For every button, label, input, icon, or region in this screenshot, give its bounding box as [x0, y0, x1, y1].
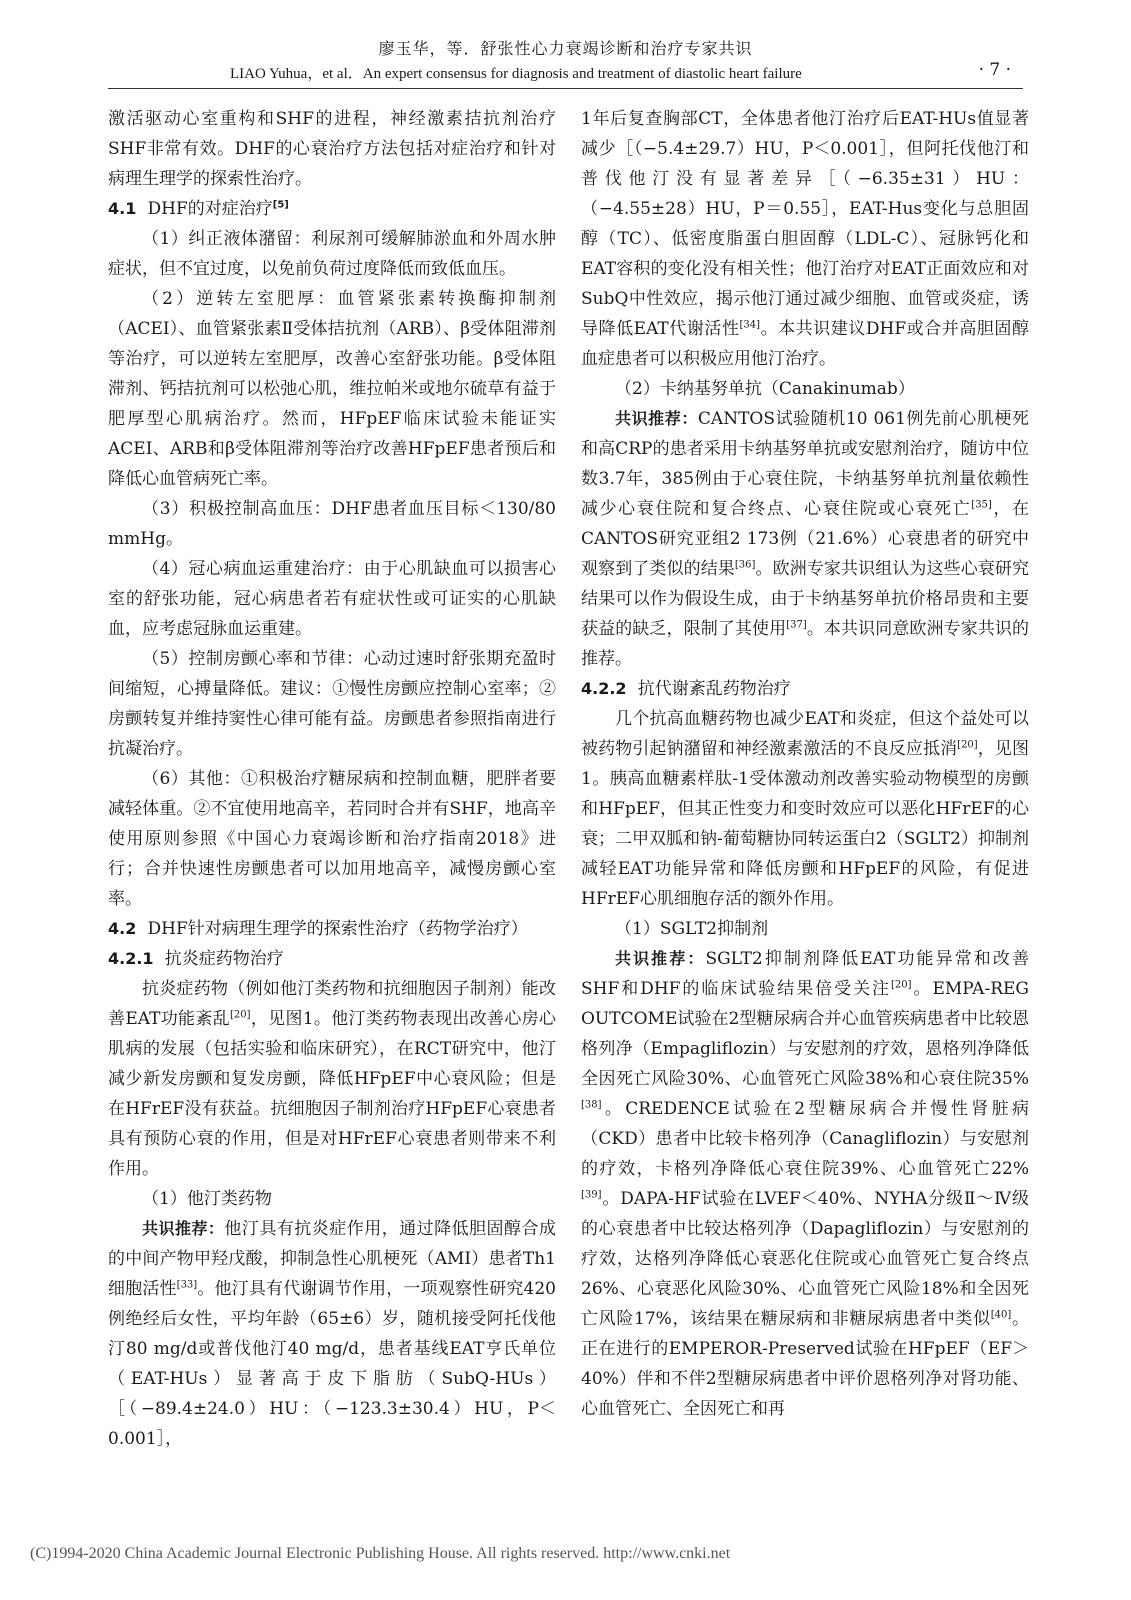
copyright-footer: (C)1994-2020 China Academic Journal Electronic Publishing House. All rights reserved. http://www.cnki.net: [30, 1545, 731, 1562]
citation: [38]: [581, 1099, 602, 1111]
citation: [37]: [786, 619, 807, 631]
section-number: 4.2: [108, 919, 137, 938]
citation: [36]: [734, 559, 756, 571]
paragraph: （6）其他：①积极治疗糖尿病和控制血糖，肥胖者要减轻体重。②不宜使用地高辛，若同时合并有SHF，地高辛使用原则参照《中国心力衰竭诊断和治疗指南2018》进行；合并快速性房颤患者可以加用地高辛，减慢房颤心室率。: [108, 769, 556, 909]
section-title: DHF的对症治疗: [147, 199, 273, 219]
text: 。他汀具有代谢调节作用，一项观察性研究420例绝经后女性，平均年龄（65±6）岁，随机接受阿托伐他汀80 mg/d或普伐他汀40 mg/d，患者基线EAT亨氏单位（EAT-HUs）显著高于皮下脂肪（SubQ-HUs）［（−89.4±24.0）HU：（−123.3±30.4）HU，P＜0.001］，: [108, 1279, 556, 1449]
paragraph: （2）逆转左室肥厚：血管紧张素转换酶抑制剂（ACEI）、血管紧张素Ⅱ受体拮抗剂（ARB）、β受体阻滞剂等治疗，可以逆转左室肥厚，改善心室舒张功能。β受体阻滞剂、钙拮抗剂可以松弛心肌，维拉帕米或地尔硫草有益于肥厚型心肌病治疗。然而，HFpEF临床试验未能证实ACEI、ARB和β受体阻滞剂等治疗改善HFpEF患者预后和降低心血管病死亡率。: [108, 289, 556, 489]
paragraph: [581, 404, 1029, 674]
text: 。EMPA-REG OUTCOME试验在2型糖尿病合并心血管疾病患者中比较恩格列净（Empagliflozin）与安慰剂的疗效，恩格列净降低全因死亡风险30%、心血管死亡风险38%和心衰住院35%: [581, 979, 1029, 1089]
right-column: [581, 104, 1029, 1424]
recommendation-label: 共识推荐：: [615, 949, 706, 968]
text: 。正在进行的EMPEROR-Preserved试验在HFpEF（EF＞40%）伴和不伴2型糖尿病患者中评价恩格列净对肾功能、心血管死亡、全因死亡和再: [581, 1309, 1029, 1419]
paragraph: （1）纠正液体潴留：利尿剂可缓解肺淤血和外周水肿症状，但不宜过度，以免前负荷过度降低而致低血压。: [108, 229, 556, 279]
paragraph: [581, 704, 1029, 914]
section-number: 4.2.2: [581, 679, 627, 698]
citation: [39]: [581, 1189, 602, 1201]
left-column: [108, 104, 556, 1454]
running-header-chinese: 廖玉华，等．舒张性心力衰竭诊断和治疗专家共识: [378, 39, 753, 58]
paragraph: （2）卡纳基努单抗（Canakinumab）: [615, 379, 915, 399]
citation: [20]: [957, 739, 978, 751]
section-number: 4.2.1: [108, 949, 154, 968]
paragraph: （3）积极控制高血压：DHF患者血压目标＜130/80 mmHg。: [108, 499, 556, 549]
text: ，在CANTOS研究亚组2 173例（21.6%）心衰患者的研究中观察到了类似的结果: [581, 499, 1029, 579]
citation: [5]: [272, 199, 289, 211]
citation: [33]: [176, 1279, 198, 1291]
section-heading-4-2-2: [581, 674, 1029, 704]
text: CANTOS试验随机10 061例先前心肌梗死和高CRP的患者采用卡纳基努单抗或安慰剂治疗，随访中位数3.7年，385例由于心衰住院，卡纳基努单抗剂量依赖性减少心衰住院和复合终点、心衰住院或心衰死亡: [581, 409, 1029, 519]
citation: [20]: [891, 979, 912, 991]
citation: [35]: [971, 499, 992, 511]
citation: [40]: [990, 1309, 1012, 1321]
section-title: 抗代谢紊乱药物治疗: [637, 679, 791, 699]
recommendation-label: 共识推荐：: [142, 1219, 225, 1238]
header-rule: [108, 88, 1023, 89]
text: 。CREDENCE试验在2型糖尿病合并慢性肾脏病（CKD）患者中比较卡格列净（Canagliflozin）与安慰剂的疗效，卡格列净降低心衰住院39%、心血管死亡22%: [581, 1099, 1029, 1179]
paragraph: [108, 1214, 556, 1454]
text: 他汀具有抗炎症作用，通过降低胆固醇合成的中间产物甲羟戊酸，抑制急性心肌梗死（AMI）患者Th1细胞活性: [108, 1219, 556, 1299]
paragraph: （1）他汀类药物: [142, 1189, 272, 1209]
recommendation-label: 共识推荐：: [615, 409, 698, 428]
text: ，见图1。他汀类药物表现出改善心房心肌病的发展（包括实验和临床研究），在RCT研究中，他汀减少新发房颤和复发房颤，降低HFpEF中心衰风险；但是在HFrEF没有获益。抗细胞因子制剂治疗HFpEF心衰患者具有预防心衰的作用，但是对HFrEF心衰患者则带来不利作用。: [108, 1009, 556, 1179]
paragraph: （5）控制房颤心率和节律：心动过速时舒张期充盈时间缩短，心搏量降低。建议：①慢性房颤应控制心室率；②房颤转复并维持窦性心律可能有益。房颤患者参照指南进行抗凝治疗。: [108, 649, 556, 759]
text: 。DAPA-HF试验在LVEF＜40%、NYHA分级Ⅱ～Ⅳ级的心衰患者中比较达格列净（Dapagliflozin）与安慰剂的疗效，达格列净降低心衰恶化住院或心血管死亡复合终点26%、心衰恶化风险30%、心血管死亡风险18%和全因死亡风险17%，该结果在糖尿病和非糖尿病患者中类似: [581, 1189, 1029, 1329]
text: 1年后复查胸部CT，全体患者他汀治疗后EAT-HUs值显著减少［（−5.4±29.7）HU，P＜0.001］，但阿托伐他汀和普伐他汀没有显著差异［（−6.35±31）HU：（−4.55±28）HU，P＝0.55］，EAT-Hus变化与总胆固醇（TC）、低密度脂蛋白胆固醇（LDL-C）、冠脉钙化和EAT容积的变化没有相关性；他汀治疗对EAT正面效应和对SubQ中性效应，揭示他汀通过减少细胞、血管或炎症，诱导降低EAT代谢活性: [581, 109, 1029, 339]
paragraph: （4）冠心病血运重建治疗：由于心肌缺血可以损害心室的舒张功能，冠心病患者若有症状性或可证实的心肌缺血，应考虑冠脉血运重建。: [108, 559, 556, 639]
paragraph: （1）SGLT2抑制剂: [615, 919, 769, 939]
section-heading-4-1: [108, 194, 556, 224]
paragraph: 激活驱动心室重构和SHF的进程，神经激素拮抗剂治疗SHF非常有效。DHF的心衰治疗方法包括对症治疗和针对病理生理学的探索性治疗。: [108, 109, 556, 189]
text: SGLT2抑制剂降低EAT功能异常和改善SHF和DHF的临床试验结果倍受关注: [581, 949, 1029, 999]
page-number: · 7 ·: [978, 60, 1011, 80]
section-title: 抗炎症药物治疗: [164, 949, 284, 969]
section-number: 4.1: [108, 199, 137, 218]
text: 。本共识同意欧洲专家共识的推荐。: [581, 619, 1030, 669]
text: 。欧洲专家共识组认为这些心衰研究结果可以作为假设生成，由于卡纳基努单抗价格昂贵和主要获益的缺乏，限制了其使用: [581, 559, 1030, 639]
paragraph: [581, 104, 1029, 374]
citation: [34]: [739, 319, 761, 331]
running-header-english: LIAO Yuhua，et al．An expert consensus for diagnosis and treatment of diastolic heart failure: [230, 66, 802, 82]
section-title: DHF针对病理生理学的探索性治疗（药物学治疗）: [147, 919, 528, 939]
paragraph: [581, 944, 1029, 1424]
section-heading-4-2-1: [108, 944, 556, 974]
text: ，见图1。胰高血糖素样肽-1受体激动剂改善实验动物模型的房颤和HFpEF，但其正性变力和变时效应可以恶化HFrEF的心衰；二甲双胍和钠-葡萄糖协同转运蛋白2（SGLT2）抑制剂减轻EAT功能异常和降低房颤和HFpEF的风险，有促进HFrEF心肌细胞存活的额外作用。: [581, 739, 1029, 909]
text: 几个抗高血糖药物也减少EAT和炎症，但这个益处可以被药物引起钠潴留和神经激素激活的不良反应抵消: [581, 709, 1029, 759]
paragraph: [108, 974, 556, 1184]
section-heading-4-2: [108, 914, 556, 944]
citation: [20]: [229, 1009, 251, 1021]
text: 。本共识建议DHF或合并高胆固醇血症患者可以积极应用他汀治疗。: [581, 319, 1029, 369]
text: 抗炎症药物（例如他汀类药物和抗细胞因子制剂）能改善EAT功能紊乱: [108, 979, 556, 1029]
